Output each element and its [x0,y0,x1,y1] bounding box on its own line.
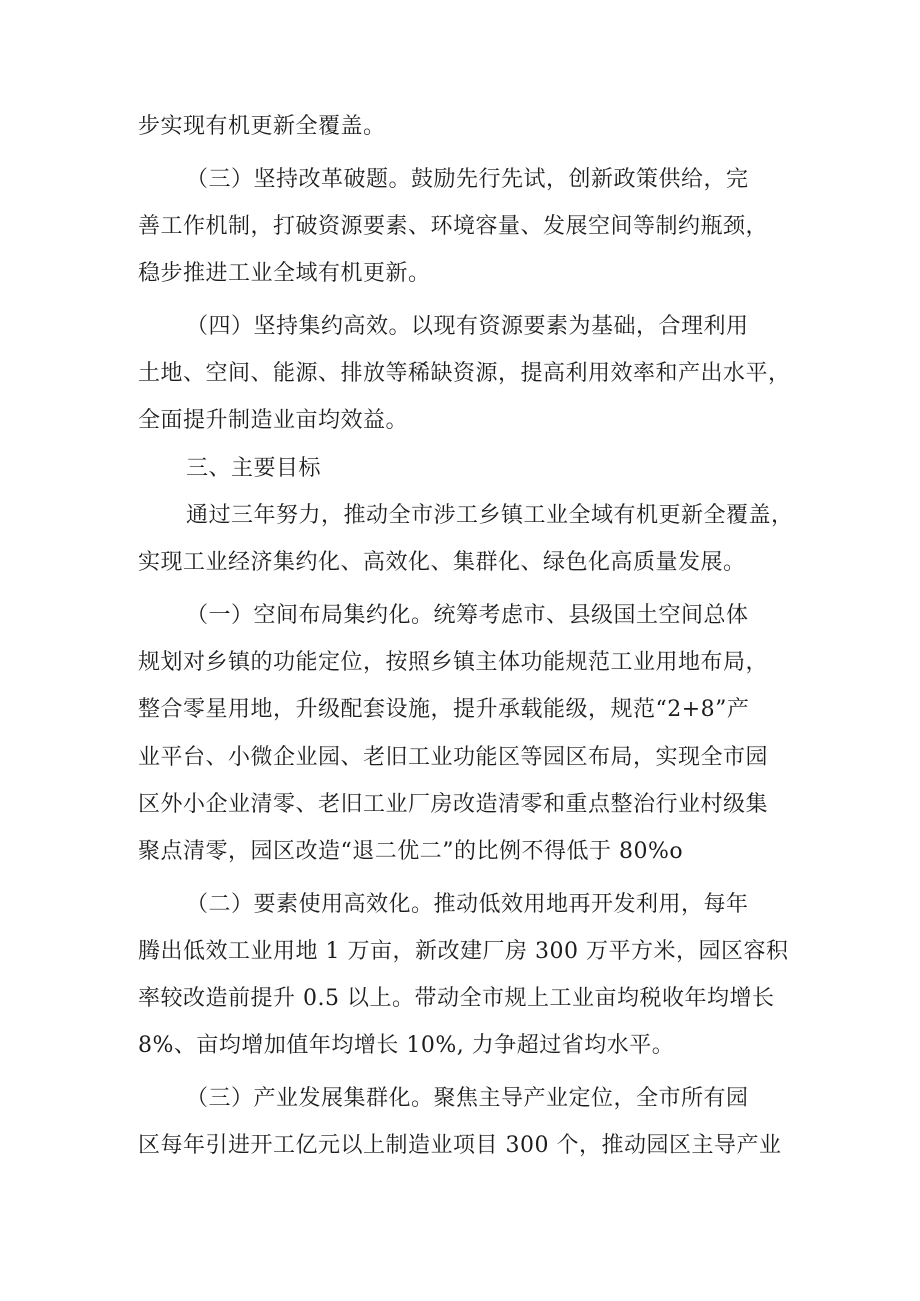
text-line: 稳步推进工业全域有机更新。 [138,261,431,286]
text-line: 业平台、小微企业园、老旧工业功能区等园区布局，实现全市园 [138,745,769,770]
text-line: 善工作机制，打破资源要素、环境容量、发展空间等制约瓶颈， [138,214,769,239]
text-line: 率较改造前提升 0.5 以上。带动全市规上工业亩均税收年均增长 [138,986,775,1011]
text-line: 整合零星用地，升级配套设施，提升承载能级，规范“2+8”产 [138,697,750,722]
text-line: 全面提升制造业亩均效益。 [138,408,409,433]
text-line: （四）坚持集约高效。以现有资源要素为基础，合理利用 [186,314,749,339]
text-line: 区每年引进开工亿元以上制造业项目 300 个，推动园区主导产业 [138,1133,782,1158]
text-line: （二）要素使用高效化。推动低效用地再开发利用，每年 [186,892,749,917]
text-line: 步实现有机更新全覆盖。 [138,114,386,139]
text-line: 聚点清零，园区改造“退二优二”的比例不得低于 80%o [138,839,684,864]
text-line: 腾出低效工业用地 1 万亩，新改建厂房 300 万平方米，园区容积 [138,939,789,964]
text-line: （一）空间布局集约化。统筹考虑市、县级国土空间总体 [186,603,749,628]
section-heading: 三、主要目标 [186,456,322,481]
text-line: 实现工业经济集约化、高效化、集群化、绿色化高质量发展。 [138,550,746,575]
text-line: （三）产业发展集群化。聚焦主导产业定位，全市所有园 [186,1086,749,1111]
text-line: （三）坚持改革破题。鼓励先行先试，创新政策供给，完 [186,167,749,192]
text-line: 土地、空间、能源、排放等稀缺资源，提高利用效率和产出水平， [138,361,791,386]
text-line: 8%、亩均增加值年均增长 10%, 力争超过省均水平。 [138,1033,675,1058]
text-line: 规划对乡镇的功能定位，按照乡镇主体功能规范工业用地布局， [138,650,769,675]
text-line: 通过三年努力，推动全市涉工乡镇工业全域有机更新全覆盖， [186,503,794,528]
text-line: 区外小企业清零、老旧工业厂房改造清零和重点整治行业村级集 [138,792,769,817]
